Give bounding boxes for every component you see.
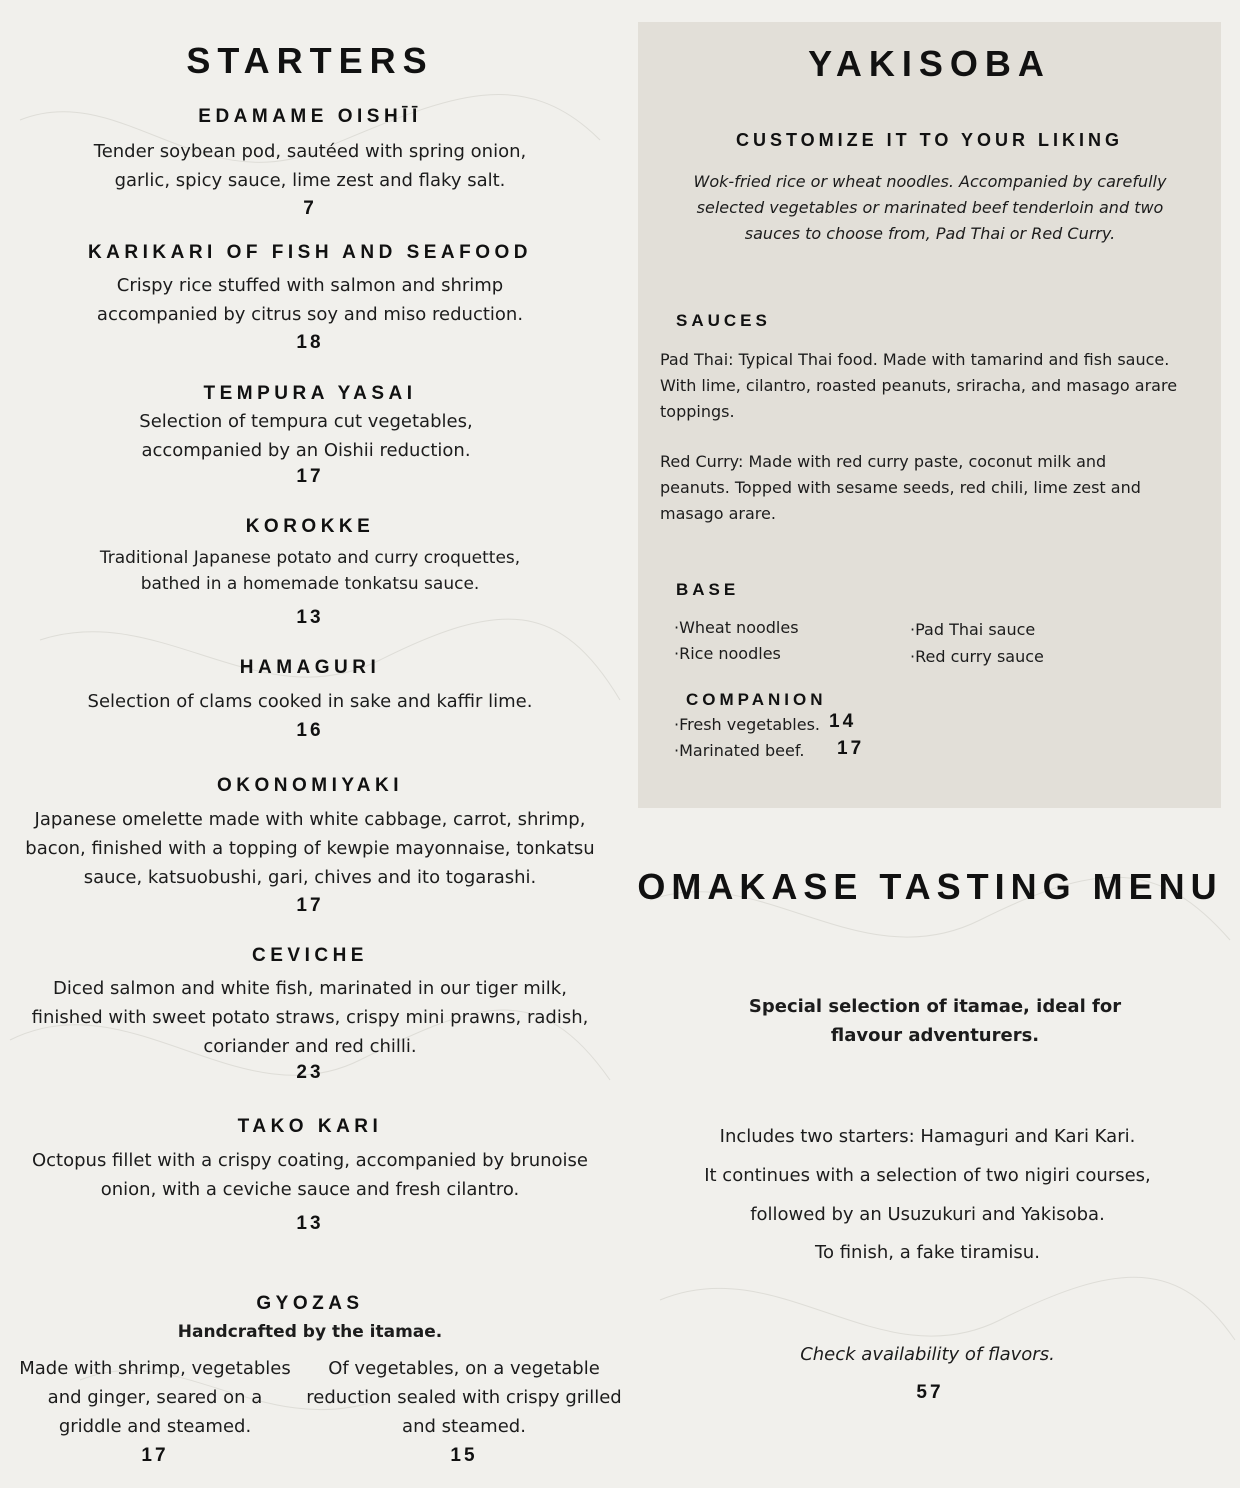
- menu-item-desc: Crispy rice stuffed with salmon and shrimp accompanied by citrus soy and miso reduction.: [96, 275, 524, 325]
- sauces-title: SAUCES: [676, 311, 771, 330]
- sauce-pad-thai: Pad Thai: Typical Thai food. Made with tamarind and fish sauce. With lime, cilantro, roasted peanuts, sriracha, and masago arare toppings.: [660, 350, 1178, 421]
- menu-item-name: TEMPURA YASAI: [203, 383, 417, 404]
- customize-desc: Wok-fried rice or wheat noodles. Accompanied by carefully selected vegetables or marinated beef tenderloin and two sauces to choose from, Pad Thai or Red Curry.: [693, 172, 1167, 243]
- menu-item-name: KARIKARI OF FISH AND SEAFOOD: [87, 242, 533, 263]
- omakase-line: Includes two starters: Hamaguri and Kari Kari.: [719, 1126, 1136, 1147]
- omakase-line: It continues with a selection of two nigiri courses,: [704, 1165, 1151, 1186]
- menu-item-desc: Octopus fillet with a crispy coating, accompanied by brunoise onion, with a ceviche sauce and fresh cilantro.: [31, 1150, 589, 1200]
- menu-item-name: KOROKKE: [245, 516, 375, 537]
- menu-item-price: 17: [296, 895, 324, 916]
- omakase-line: followed by an Usuzukuri and Yakisoba.: [750, 1204, 1105, 1225]
- sauce-item: ·Red curry sauce: [910, 647, 1044, 666]
- menu-item-desc: Selection of tempura cut vegetables, accompanied by an Oishii reduction.: [139, 411, 473, 461]
- customize-title: CUSTOMIZE IT TO YOUR LIKING: [735, 130, 1124, 150]
- menu-item-name: TAKO KARI: [237, 1116, 383, 1137]
- companion-item: ·Fresh vegetables.: [674, 715, 821, 734]
- menu-item-desc: Japanese omelette made with white cabbage, carrot, shrimp, bacon, finished with a topping of kewpie mayonnaise, tonkatsu sauce, katsuobushi, gari, chives and ito togarashi.: [25, 809, 595, 888]
- menu-item-desc: Tender soybean pod, sautéed with spring onion, garlic, spicy sauce, lime zest and flaky salt.: [93, 141, 527, 191]
- menu-item-desc: Selection of clams cooked in sake and kaffir lime.: [87, 691, 533, 712]
- gyozas-option-desc: Of vegetables, on a vegetable reduction sealed with crispy grilled and steamed.: [306, 1358, 622, 1437]
- menu-item-price: 16: [296, 720, 324, 741]
- companion-title: COMPANION: [686, 690, 827, 709]
- yakisoba-title: YAKISOBA: [808, 43, 1051, 84]
- omakase-note: Check availability of flavors.: [800, 1344, 1055, 1365]
- omakase-price: 57: [916, 1382, 944, 1403]
- starters-title: STARTERS: [186, 40, 434, 81]
- gyozas-name: GYOZAS: [256, 1293, 364, 1314]
- menu-item-name: HAMAGURI: [239, 657, 381, 678]
- menu-item-price: 13: [296, 607, 324, 628]
- sauce-item: ·Pad Thai sauce: [910, 620, 1036, 639]
- companion-price: 17: [837, 738, 865, 759]
- omakase-tagline: Special selection of itamae, ideal for: [748, 996, 1122, 1017]
- gyozas-option-desc: Made with shrimp, vegetables and ginger, seared on a griddle and steamed.: [19, 1358, 291, 1437]
- menu-item-desc: Traditional Japanese potato and curry croquettes, bathed in a homemade tonkatsu sauce.: [99, 548, 521, 594]
- menu-item-name: OKONOMIYAKI: [216, 775, 404, 796]
- gyozas-subtitle: Handcrafted by the itamae.: [177, 1322, 443, 1342]
- menu-item-name: EDAMAME OISHĪĪ: [198, 106, 422, 127]
- menu-item-price: 17: [296, 466, 324, 487]
- omakase-title: OMAKASE TASTING MENU: [637, 866, 1223, 907]
- menu-item-price: 18: [296, 332, 324, 353]
- menu-item-desc: Diced salmon and white fish, marinated in our tiger milk, finished with sweet potato straws, crispy mini prawns, radish, coriander and red chilli.: [31, 978, 589, 1057]
- menu-item-name: CEVICHE: [252, 945, 368, 966]
- menu-item-price: 13: [296, 1213, 324, 1234]
- base-title: BASE: [676, 580, 740, 599]
- omakase-line: To finish, a fake tiramisu.: [815, 1242, 1040, 1263]
- menu-item-price: 7: [303, 198, 317, 219]
- menu-item-price: 23: [296, 1062, 324, 1083]
- gyozas-option-price: 15: [450, 1445, 478, 1466]
- sauce-red-curry: Red Curry: Made with red curry paste, coconut milk and peanuts. Topped with sesame seeds, red chili, lime zest and masago arare.: [660, 452, 1141, 523]
- base-item: ·Rice noodles: [674, 644, 781, 663]
- omakase-tagline: flavour adventurers.: [830, 1025, 1040, 1046]
- companion-price: 14: [829, 711, 857, 732]
- base-item: ·Wheat noodles: [674, 618, 799, 637]
- gyozas-option-price: 17: [141, 1445, 169, 1466]
- companion-item: ·Marinated beef.: [674, 741, 805, 760]
